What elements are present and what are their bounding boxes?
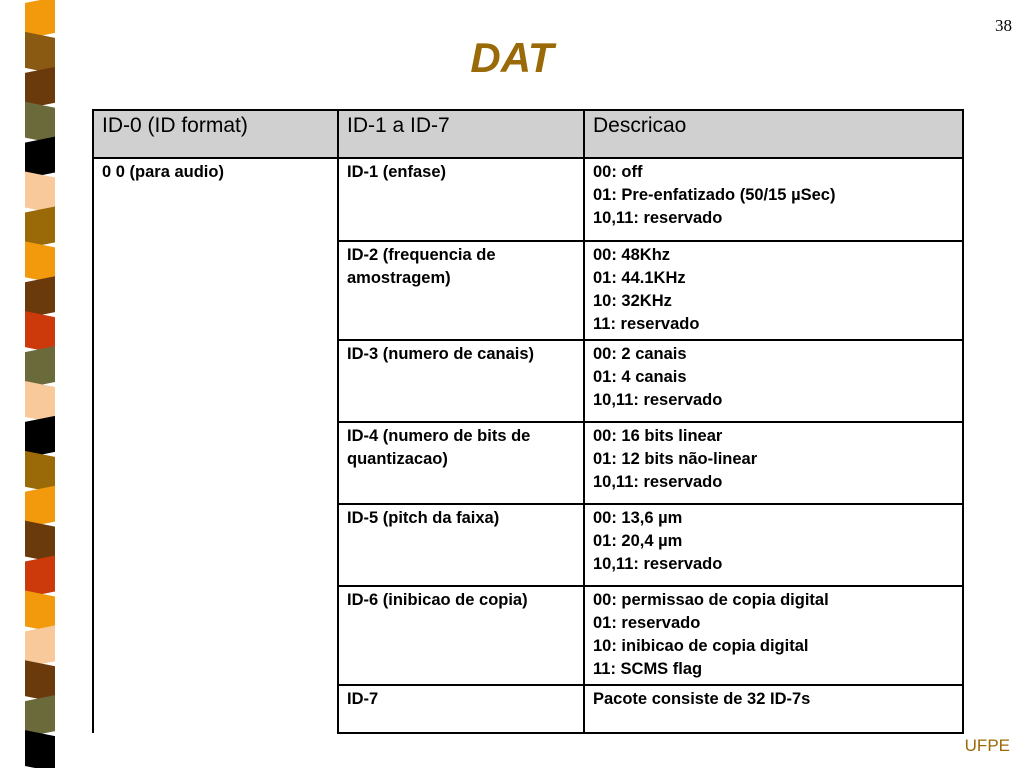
descricao-line: 10,11: reservado [593,391,723,409]
page-number: 38 [995,16,1012,35]
descricao-line: Pacote consiste de 32 ID-7s [593,690,811,708]
id-cell: ID-7 [338,685,584,733]
table-row [93,340,963,422]
descricao-cell [584,504,963,586]
id0-cell [93,504,338,586]
table-row [93,241,963,340]
stripe-segment [25,137,55,179]
id0-cell [93,340,338,422]
stripe-segment [25,346,55,388]
descricao-line: 10,11: reservado [593,473,723,491]
stripe-segment [25,416,55,458]
table-row [93,158,963,241]
descricao-line: 00: 48Khz [593,246,671,264]
descricao-line: 00: off [593,163,643,181]
descricao-cell [584,685,963,733]
descricao-cell [584,422,963,504]
id0-cell: 0 0 (para audio) [93,158,338,241]
id-cell: ID-3 (numero de canais) [338,340,584,422]
stripe-segment [25,486,55,528]
footer-label: UFPE [964,736,1010,755]
table-header-row [93,110,963,158]
descricao-line: 10,11: reservado [593,555,723,573]
descricao-line: 11: SCMS flag [593,660,703,678]
id-cell: ID-1 (enfase) [338,158,584,241]
header-descricao: Descricao [584,110,963,158]
descricao-line: 10: inibicao de copia digital [593,637,809,655]
stripe-segment [25,172,55,214]
descricao-cell [584,586,963,685]
stripe-segment [25,381,55,423]
id-cell: ID-6 (inibicao de copia) [338,586,584,685]
id0-cell [93,241,338,340]
stripe-segment [25,660,55,702]
descricao-line: 11: reservado [593,315,700,333]
descricao-line: 01: 12 bits não-linear [593,450,758,468]
stripe-segment [25,241,55,283]
descricao-line: 10: 32KHz [593,292,672,310]
stripe-segment [25,206,55,248]
descricao-line: 01: 20,4 µm [593,532,683,550]
descricao-line: 01: 4 canais [593,368,687,386]
descricao-line: 00: permissao de copia digital [593,591,829,609]
table-row [93,422,963,504]
id-cell: ID-4 (numero de bits de quantizacao) [338,422,584,504]
table-row [93,504,963,586]
descricao-line: 00: 2 canais [593,345,687,363]
header-id1-id7: ID-1 a ID-7 [338,110,584,158]
stripe-segment [25,556,55,598]
descricao-line: 10,11: reservado [593,209,723,227]
stripe-segment [25,102,55,144]
stripe-segment [25,590,55,632]
id0-cell [93,586,338,685]
stripe-segment [25,276,55,318]
descricao-cell [584,241,963,340]
id0-cell [93,685,338,733]
id-cell: ID-2 (frequencia de amostragem) [338,241,584,340]
stripe-segment [25,311,55,353]
slide-title: DAT [470,34,554,81]
descricao-line: 01: reservado [593,614,701,632]
table-row [93,586,963,685]
header-id0: ID-0 (ID format) [93,110,338,158]
id-cell: ID-5 (pitch da faixa) [338,504,584,586]
table-row [93,685,963,733]
stripe-segment [25,521,55,563]
stripe-segment [25,451,55,493]
descricao-line: 00: 16 bits linear [593,427,723,445]
descricao-line: 01: Pre-enfatizado (50/15 µSec) [593,186,836,204]
id0-cell [93,422,338,504]
descricao-line: 00: 13,6 µm [593,509,683,527]
id-table [92,109,964,734]
stripe-segment [25,730,55,768]
stripe-segment [25,625,55,667]
descricao-cell [584,158,963,241]
decorative-stripe [0,0,70,768]
descricao-cell [584,340,963,422]
descricao-line: 01: 44.1KHz [593,269,686,287]
stripe-segment [25,695,55,737]
